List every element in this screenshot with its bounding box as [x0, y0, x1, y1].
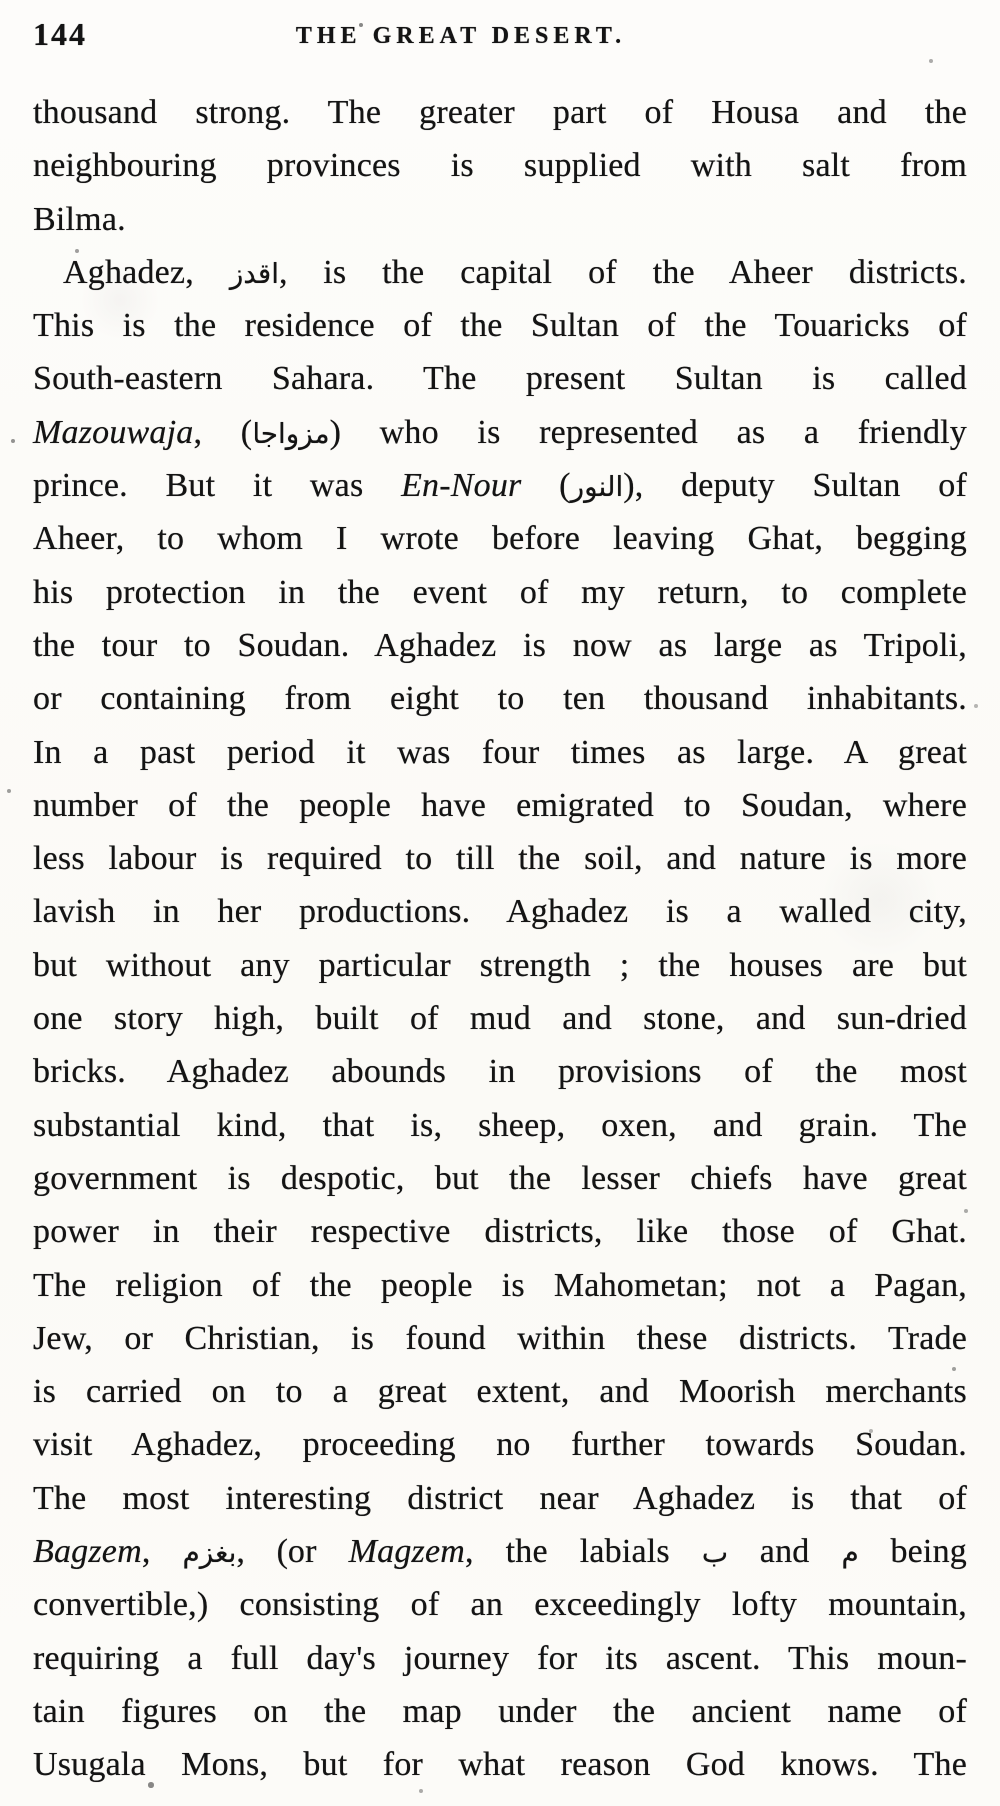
arabic-inline: مزواجا: [252, 416, 330, 450]
arabic-inline: النور: [570, 470, 624, 504]
text-line: [33, 512, 967, 565]
text-run: , is the capital of the Aheer districts.: [279, 253, 967, 291]
text-line: [33, 139, 967, 192]
text-line: [33, 726, 967, 779]
text-line: [33, 992, 967, 1045]
text-run: Usugala Mons, but for what reason God knows. The: [33, 1746, 967, 1784]
text-line: [33, 86, 967, 139]
text-line: [33, 885, 967, 938]
italic-term: Bagzem: [33, 1533, 142, 1571]
text-line: [33, 459, 967, 512]
text-line: [33, 1099, 967, 1152]
text-run: power in their respective districts, like those of Ghat.: [33, 1213, 967, 1251]
text-run: Aghadez,: [63, 253, 230, 291]
text-run: South-eastern Sahara. The present Sultan is called: [33, 360, 967, 398]
text-run: is carried on to a great extent, and Moorish merchants: [33, 1373, 967, 1411]
text-run: number of the people have emigrated to Soudan, where: [33, 786, 967, 824]
text-line: [33, 1472, 967, 1525]
text-run: requiring a full day's journey for its ascent. This moun-: [33, 1639, 967, 1677]
text-line: [33, 246, 967, 299]
text-run: tain figures on the map under the ancient name of: [33, 1692, 967, 1730]
text-line: [33, 299, 967, 352]
arabic-inline: اقدز: [229, 256, 279, 290]
text-run: Jew, or Christian, is found within these districts. Trade: [33, 1319, 967, 1357]
page-number: 144: [33, 16, 87, 52]
text-run: The religion of the people is Mahometan; not a Pagan,: [33, 1266, 967, 1304]
italic-term: Magzem: [348, 1533, 465, 1571]
arabic-inline: بغزم: [182, 1536, 237, 1570]
text-line: [33, 1205, 967, 1258]
text-line: [33, 1738, 967, 1791]
text-line: [33, 1365, 967, 1418]
italic-term: Mazouwaja: [33, 413, 194, 451]
text-run: neighbouring provinces is supplied with salt from: [33, 147, 967, 185]
text-run: This is the residence of the Sultan of the Touaricks of: [33, 307, 967, 345]
text-run: ) who is represented as a friendly: [329, 413, 967, 451]
text-run: lavish in her productions. Aghadez is a walled city,: [33, 893, 967, 931]
text-run: and: [728, 1533, 842, 1571]
text-line: [33, 1525, 967, 1578]
text-line: [33, 1685, 967, 1738]
text-line: [33, 619, 967, 672]
text-line: [33, 1152, 967, 1205]
text-run: being: [858, 1533, 967, 1571]
text-line: [33, 939, 967, 992]
text-line: [33, 193, 967, 246]
page-header: [33, 14, 967, 62]
text-line: [33, 1632, 967, 1685]
text-run: but without any particular strength ; the houses are but: [33, 946, 967, 984]
text-run: visit Aghadez, proceeding no further towards Soudan.: [33, 1426, 967, 1464]
text-line: [33, 779, 967, 832]
text-line: [33, 1578, 967, 1631]
text-line: [33, 566, 967, 619]
text-run: ,: [141, 1533, 183, 1571]
running-title: THE GREAT DESERT.: [295, 23, 627, 49]
text-run: ), deputy Sultan of: [623, 467, 967, 505]
scan-noise: [0, 0, 2, 2]
text-run: less labour is required to till the soil, and nature is more: [33, 840, 967, 878]
text-run: or containing from eight to ten thousand inhabitants.: [33, 680, 967, 718]
text-run: In a past period it was four times as large. A great: [33, 733, 967, 771]
text-line: [33, 406, 967, 459]
text-run: substantial kind, that is, sheep, oxen, and grain. The: [33, 1106, 967, 1144]
text-run: bricks. Aghadez abounds in provisions of the most: [33, 1053, 967, 1091]
arabic-inline: ب: [701, 1536, 729, 1570]
arabic-inline: م: [841, 1536, 859, 1570]
text-run: government is despotic, but the lesser chiefs have great: [33, 1159, 967, 1197]
text-run: , the labials: [465, 1533, 702, 1571]
text-run: (: [521, 467, 571, 505]
text-line: [33, 672, 967, 725]
text-run: one story high, built of mud and stone, and sun-dried: [33, 1000, 967, 1038]
text-run: the tour to Soudan. Aghadez is now as large as Tripoli,: [33, 626, 967, 664]
text-line: [33, 1259, 967, 1312]
text-line: [33, 352, 967, 405]
text-run: , (or: [236, 1533, 349, 1571]
body-text: [33, 86, 967, 1792]
text-run: thousand strong. The greater part of Housa and the: [33, 94, 967, 131]
text-run: The most interesting district near Aghadez is that of: [33, 1479, 967, 1517]
text-run: Bilma.: [33, 200, 126, 238]
text-run: his protection in the event of my return, to complete: [33, 573, 967, 611]
text-run: convertible,) consisting of an exceedingly lofty mountain,: [33, 1586, 967, 1624]
text-line: [33, 1045, 967, 1098]
text-run: Aheer, to whom I wrote before leaving Ghat, begging: [33, 520, 967, 558]
text-line: [33, 1418, 967, 1471]
text-run: , (: [193, 413, 253, 451]
text-run: prince. But it was: [33, 467, 402, 505]
text-line: [33, 1312, 967, 1365]
italic-term: En-Nour: [401, 467, 522, 505]
text-line: [33, 832, 967, 885]
